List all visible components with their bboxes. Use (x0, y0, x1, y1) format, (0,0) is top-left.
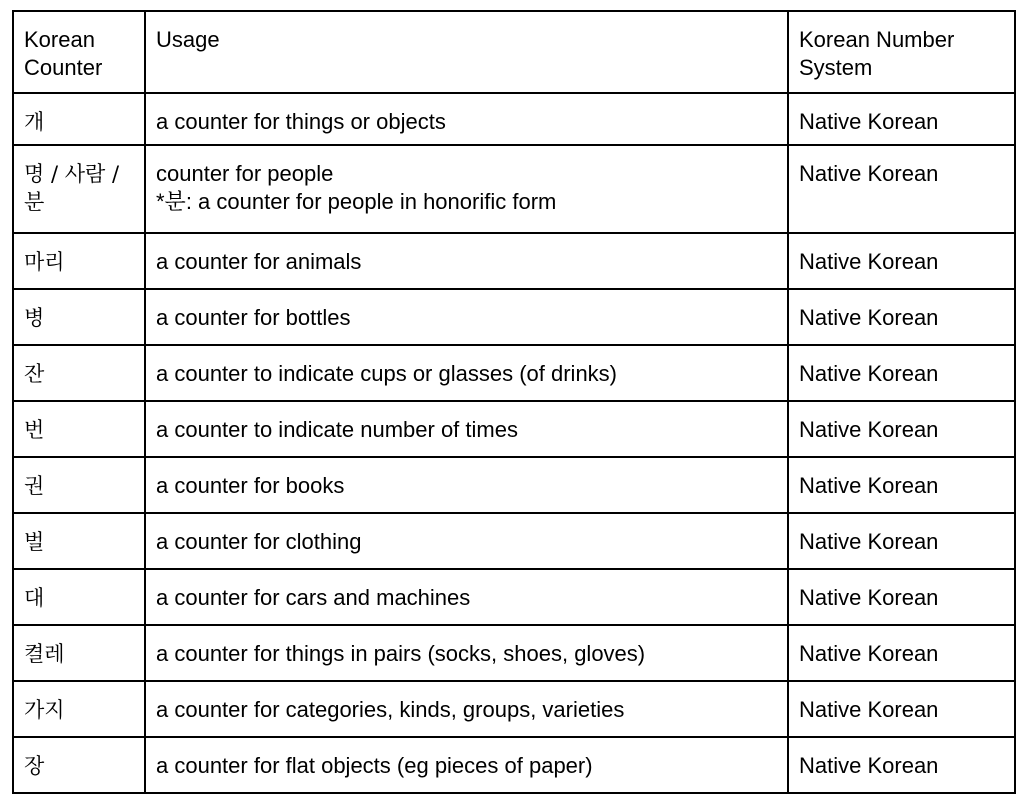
system-cell-text: Native Korean (799, 529, 939, 554)
system-cell (788, 513, 1015, 569)
counter-cell-text: 잔 (24, 362, 45, 386)
counter-cell-text: 장 (24, 754, 45, 778)
counter-cell-text: 개 (24, 110, 45, 134)
system-cell (788, 345, 1015, 401)
usage-cell-text: a counter for clothing (156, 529, 362, 554)
usage-cell (145, 289, 788, 345)
system-cell-text: Native Korean (799, 161, 939, 186)
system-cell-text: Native Korean (799, 473, 939, 498)
table-row (13, 569, 1015, 625)
header-system-line: System (799, 55, 873, 80)
usage-cell-text: a counter for animals (156, 249, 362, 274)
korean-counters-table (12, 10, 1016, 794)
system-cell (788, 681, 1015, 737)
counter-cell-text: 분 (24, 190, 45, 214)
counter-cell (13, 625, 145, 681)
usage-cell (145, 145, 788, 233)
table-row (13, 93, 1015, 145)
usage-cell (145, 345, 788, 401)
system-cell-text: Native Korean (799, 697, 939, 722)
counter-cell (13, 233, 145, 289)
counter-cell (13, 145, 145, 233)
header-counter-line: Counter (24, 55, 103, 80)
usage-cell-text: a counter for bottles (156, 305, 351, 330)
usage-cell (145, 737, 788, 793)
counter-cell-text: 번 (24, 418, 45, 442)
counter-cell-text: 권 (24, 474, 45, 498)
table-body (13, 11, 1015, 793)
usage-cell-text: a counter to indicate cups or glasses (of drinks) (156, 361, 618, 386)
system-cell (788, 233, 1015, 289)
usage-cell-text: *분: a counter for people in honorific form (156, 189, 557, 214)
header-system-cell (788, 11, 1015, 93)
usage-cell-text: a counter for flat objects (eg pieces of paper) (156, 753, 593, 778)
table-row (13, 681, 1015, 737)
counter-cell (13, 289, 145, 345)
counter-cell (13, 93, 145, 145)
table-row (13, 625, 1015, 681)
usage-cell-text: a counter for cars and machines (156, 585, 471, 610)
counter-cell (13, 345, 145, 401)
system-cell (788, 737, 1015, 793)
table-row (13, 513, 1015, 569)
usage-cell-text: counter for people (156, 161, 334, 186)
usage-cell-text: a counter for things in pairs (socks, shoes, gloves) (156, 641, 646, 666)
table-row (13, 289, 1015, 345)
usage-cell (145, 93, 788, 145)
counter-cell-text: 가지 (24, 698, 65, 722)
usage-cell-text: a counter for books (156, 473, 345, 498)
header-system-line: Korean Number (799, 27, 955, 52)
system-cell-text: Native Korean (799, 417, 939, 442)
system-cell-text: Native Korean (799, 641, 939, 666)
usage-cell-text: a counter to indicate number of times (156, 417, 518, 442)
system-cell (788, 401, 1015, 457)
counter-cell-text: 켤레 (24, 642, 65, 666)
system-cell-text: Native Korean (799, 361, 939, 386)
system-cell (788, 145, 1015, 233)
header-counter-line: Korean (24, 27, 95, 52)
usage-cell (145, 625, 788, 681)
header-usage-label: Usage (156, 27, 220, 52)
counter-cell (13, 513, 145, 569)
counter-cell-text: 마리 (24, 250, 65, 274)
system-cell (788, 93, 1015, 145)
usage-cell-text: a counter for things or objects (156, 109, 446, 134)
table-row (13, 345, 1015, 401)
header-row (13, 11, 1015, 93)
usage-cell-text: a counter for categories, kinds, groups, varieties (156, 697, 625, 722)
system-cell-text: Native Korean (799, 109, 939, 134)
header-usage-cell (145, 11, 788, 93)
counter-cell-text: 대 (24, 586, 45, 610)
usage-cell (145, 457, 788, 513)
counter-cell (13, 457, 145, 513)
counter-cell-text: 벌 (24, 530, 45, 554)
usage-cell (145, 233, 788, 289)
system-cell (788, 457, 1015, 513)
system-cell-text: Native Korean (799, 305, 939, 330)
system-cell (788, 289, 1015, 345)
usage-cell (145, 681, 788, 737)
counter-cell (13, 737, 145, 793)
table-row (13, 145, 1015, 233)
table-row (13, 233, 1015, 289)
counter-cell (13, 681, 145, 737)
table-row (13, 457, 1015, 513)
counter-cell-text: 병 (24, 306, 45, 330)
system-cell-text: Native Korean (799, 249, 939, 274)
system-cell-text: Native Korean (799, 753, 939, 778)
counter-cell (13, 569, 145, 625)
table-row (13, 401, 1015, 457)
counter-cell (13, 401, 145, 457)
counter-cell-text: 명 / 사람 / (24, 162, 120, 186)
usage-cell (145, 513, 788, 569)
usage-cell (145, 569, 788, 625)
header-counter-cell (13, 11, 145, 93)
usage-cell (145, 401, 788, 457)
system-cell-text: Native Korean (799, 585, 939, 610)
system-cell (788, 569, 1015, 625)
system-cell (788, 625, 1015, 681)
table-row (13, 737, 1015, 793)
